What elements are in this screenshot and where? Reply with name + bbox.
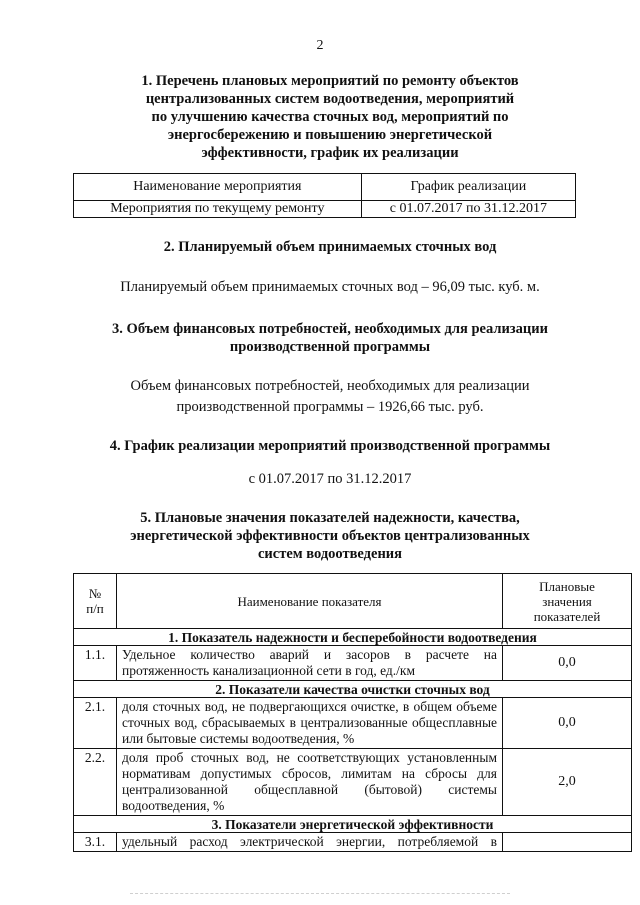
table-row <box>74 201 576 218</box>
row-name: Удельное количество аварий и засоров в расчете на протяженность канализационной сети в год, ед./км <box>117 646 503 681</box>
page-number: 2 <box>316 38 324 53</box>
group-title: 1. Показатель надежности и бесперебойности водоотведения <box>74 629 632 646</box>
group-title: 2. Показатели качества очистки сточных вод <box>74 681 632 698</box>
section-4-heading: 4. График реализации мероприятий производственной программы <box>109 438 551 454</box>
col-header-value: Плановые значения показателей <box>503 574 632 629</box>
heading-line: энергетической эффективности объектов централизованных <box>130 528 530 544</box>
row-value: 0,0 <box>503 646 632 681</box>
text-line: Объем финансовых потребностей, необходимых для реализации <box>130 378 530 394</box>
table-header: График реализации <box>361 174 575 201</box>
row-value: 2,0 <box>503 749 632 816</box>
heading-line: по улучшению качества сточных вод, мероприятий по <box>151 109 509 125</box>
page-bottom-edge <box>130 893 510 894</box>
row-value <box>503 833 632 852</box>
heading-line: эффективности, график их реализации <box>201 145 459 161</box>
table-row <box>74 749 632 816</box>
table-row <box>74 646 632 681</box>
section-2-heading: 2. Планируемый объем принимаемых сточных вод <box>163 239 497 255</box>
table-header: Наименование мероприятия <box>74 174 362 201</box>
heading-line: централизованных систем водоотведения, мероприятий <box>145 91 515 107</box>
row-number: 2.2. <box>74 749 117 816</box>
table-cell: с 01.07.2017 по 31.12.2017 <box>361 201 575 218</box>
row-number: 3.1. <box>74 833 117 852</box>
text-line: производственной программы – 1926,66 тыс. руб. <box>176 399 484 415</box>
heading-line: 1. Перечень плановых мероприятий по ремонту объектов <box>141 73 519 89</box>
section-2-text: Планируемый объем принимаемых сточных вод – 96,09 тыс. куб. м. <box>120 279 540 295</box>
table-row <box>74 698 632 749</box>
heading-line: систем водоотведения <box>257 546 403 562</box>
section-3-text <box>60 376 600 418</box>
heading-line: 5. Плановые значения показателей надежности, качества, <box>140 510 520 526</box>
section-3-heading <box>60 320 600 356</box>
row-name: доля сточных вод, не подвергающихся очистке, в общем объеме сточных вод, сбрасываемых в централизованные общесплавные или бытовые системы водоотведения, % <box>117 698 503 749</box>
section-1-heading <box>60 72 600 162</box>
section-5-heading <box>60 509 600 563</box>
heading-line: 3. Объем финансовых потребностей, необходимых для реализации <box>112 321 548 337</box>
table-cell: Мероприятия по текущему ремонту <box>74 201 362 218</box>
table-row <box>74 833 632 852</box>
measures-table <box>73 173 576 218</box>
heading-line: производственной программы <box>229 339 431 355</box>
indicators-table <box>73 573 632 852</box>
row-number: 2.1. <box>74 698 117 749</box>
heading-line: энергосбережению и повышению энергетической <box>167 127 493 143</box>
row-value: 0,0 <box>503 698 632 749</box>
row-name: доля проб сточных вод, не соответствующих установленным нормативам допустимых сбросов, лимитам на сбросы для централизованной общесплавной (бытовой) системы водоотведения, % <box>117 749 503 816</box>
section-4-text: с 01.07.2017 по 31.12.2017 <box>248 471 412 487</box>
col-header-number: № п/п <box>74 574 117 629</box>
group-title: 3. Показатели энергетической эффективности <box>74 816 632 833</box>
row-number: 1.1. <box>74 646 117 681</box>
row-name: удельный расход электрической энергии, потребляемой в <box>117 833 503 852</box>
col-header-name: Наименование показателя <box>117 574 503 629</box>
